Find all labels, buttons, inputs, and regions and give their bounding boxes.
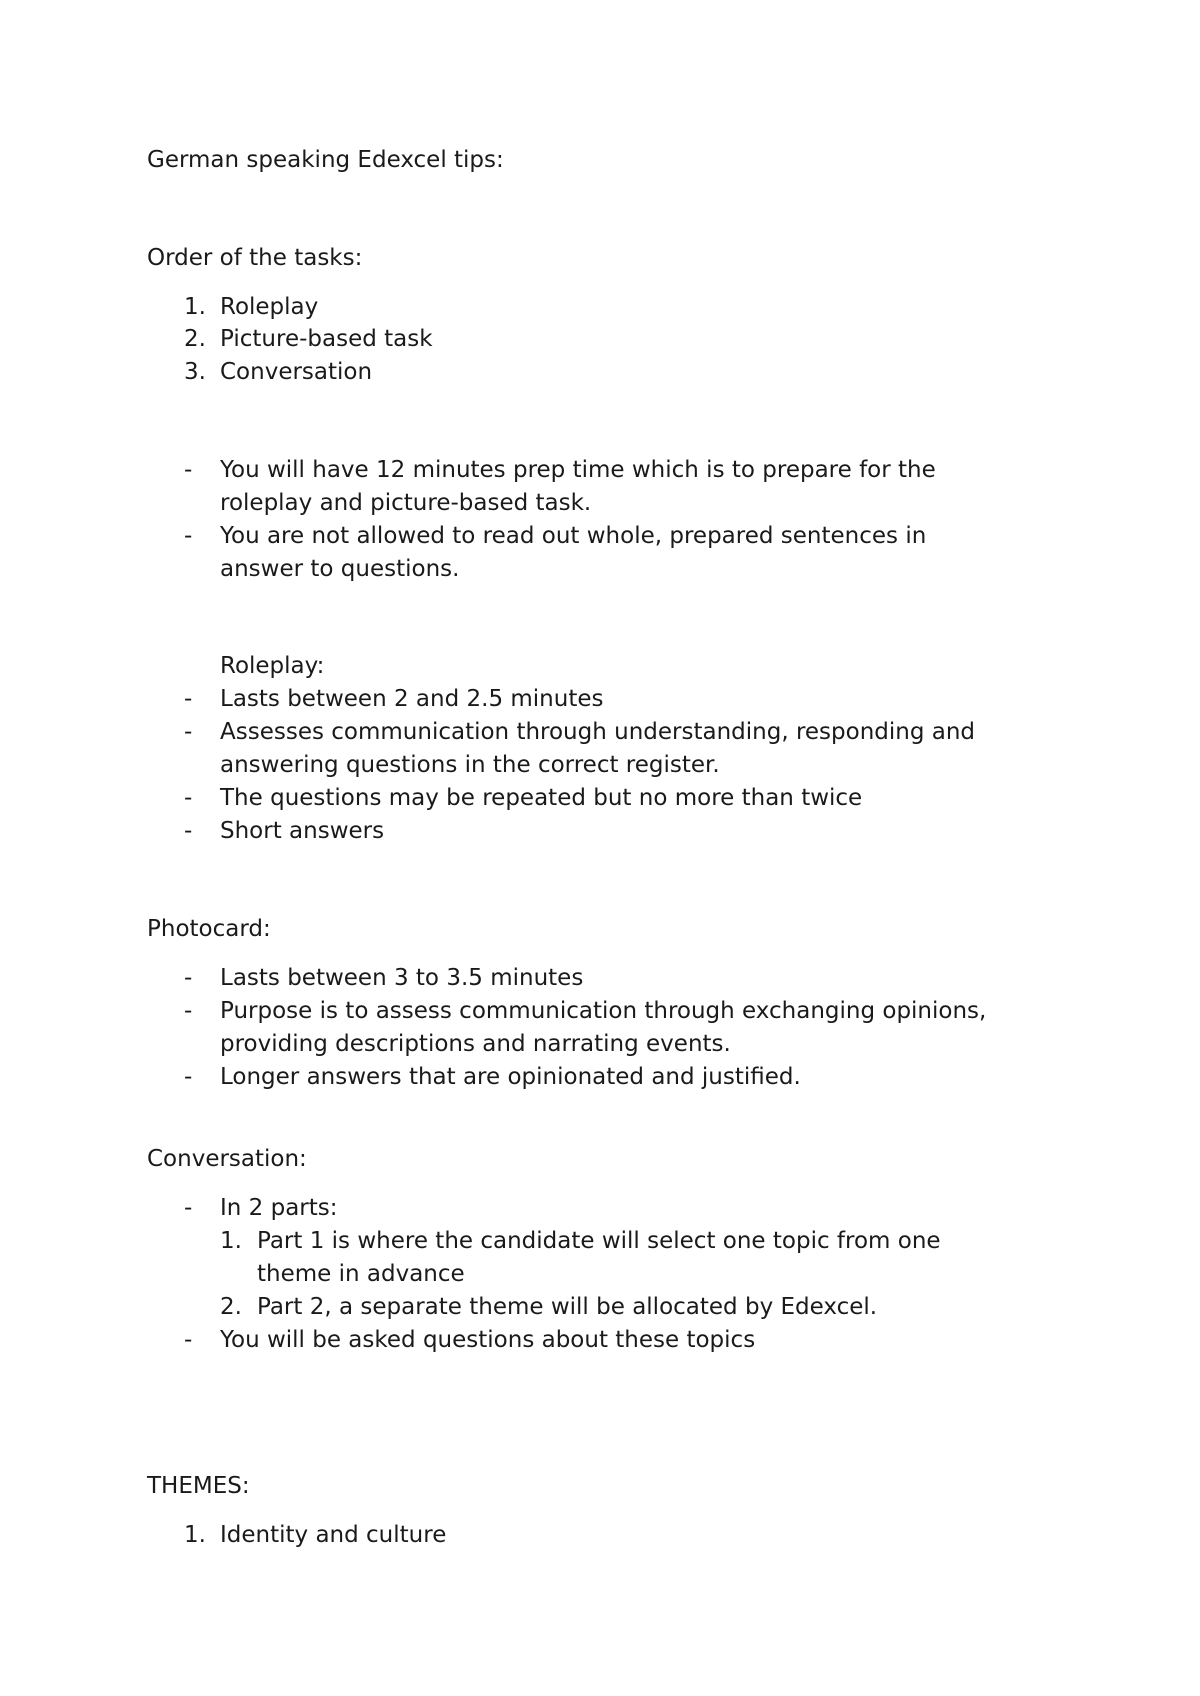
list-number: 1.	[184, 294, 206, 320]
conversation-part-line: theme in advance	[257, 1261, 465, 1287]
themes-heading: THEMES:	[147, 1473, 250, 1499]
bullet-dash: -	[184, 523, 193, 549]
bullet-dash: -	[184, 686, 193, 712]
list-number: 2.	[220, 1294, 242, 1320]
conversation-part-line: Part 1 is where the candidate will select one topic from one	[257, 1228, 941, 1254]
bullet-dash: -	[184, 785, 193, 811]
bullet-dash: -	[184, 998, 193, 1024]
bullet-dash: -	[184, 1327, 193, 1353]
roleplay-heading: Roleplay:	[220, 653, 325, 679]
theme-item: Identity and culture	[220, 1522, 447, 1548]
order-item: Picture-based task	[220, 326, 433, 352]
list-number: 1.	[184, 1522, 206, 1548]
bullet-line: roleplay and picture-based task.	[220, 490, 592, 516]
list-number: 2.	[184, 326, 206, 352]
bullet-line: You will be asked questions about these topics	[220, 1327, 756, 1353]
bullet-line: answer to questions.	[220, 556, 460, 582]
bullet-dash: -	[184, 965, 193, 991]
bullet-dash: -	[184, 1195, 193, 1221]
order-item: Roleplay	[220, 294, 319, 320]
bullet-line: answering questions in the correct register.	[220, 752, 720, 778]
conversation-part-line: Part 2, a separate theme will be allocated by Edexcel.	[257, 1294, 878, 1320]
bullet-line: Purpose is to assess communication through exchanging opinions,	[220, 998, 987, 1024]
list-number: 3.	[184, 359, 206, 385]
order-heading: Order of the tasks:	[147, 245, 363, 271]
bullet-dash: -	[184, 818, 193, 844]
bullet-line: You are not allowed to read out whole, prepared sentences in	[220, 523, 927, 549]
bullet-line: The questions may be repeated but no more than twice	[220, 785, 863, 811]
page-title: German speaking Edexcel tips:	[147, 147, 504, 173]
list-number: 1.	[220, 1228, 242, 1254]
bullet-dash: -	[184, 457, 193, 483]
bullet-line: Lasts between 2 and 2.5 minutes	[220, 686, 604, 712]
bullet-line: Short answers	[220, 818, 385, 844]
bullet-line: providing descriptions and narrating events.	[220, 1031, 731, 1057]
bullet-line: Longer answers that are opinionated and justified.	[220, 1064, 801, 1090]
order-item: Conversation	[220, 359, 373, 385]
bullet-line: You will have 12 minutes prep time which is to prepare for the	[220, 457, 936, 483]
bullet-line: Lasts between 3 to 3.5 minutes	[220, 965, 584, 991]
photocard-heading: Photocard:	[147, 916, 271, 942]
bullet-line: In 2 parts:	[220, 1195, 338, 1221]
bullet-dash: -	[184, 1064, 193, 1090]
bullet-line: Assesses communication through understanding, responding and	[220, 719, 976, 745]
bullet-dash: -	[184, 719, 193, 745]
conversation-heading: Conversation:	[147, 1146, 307, 1172]
